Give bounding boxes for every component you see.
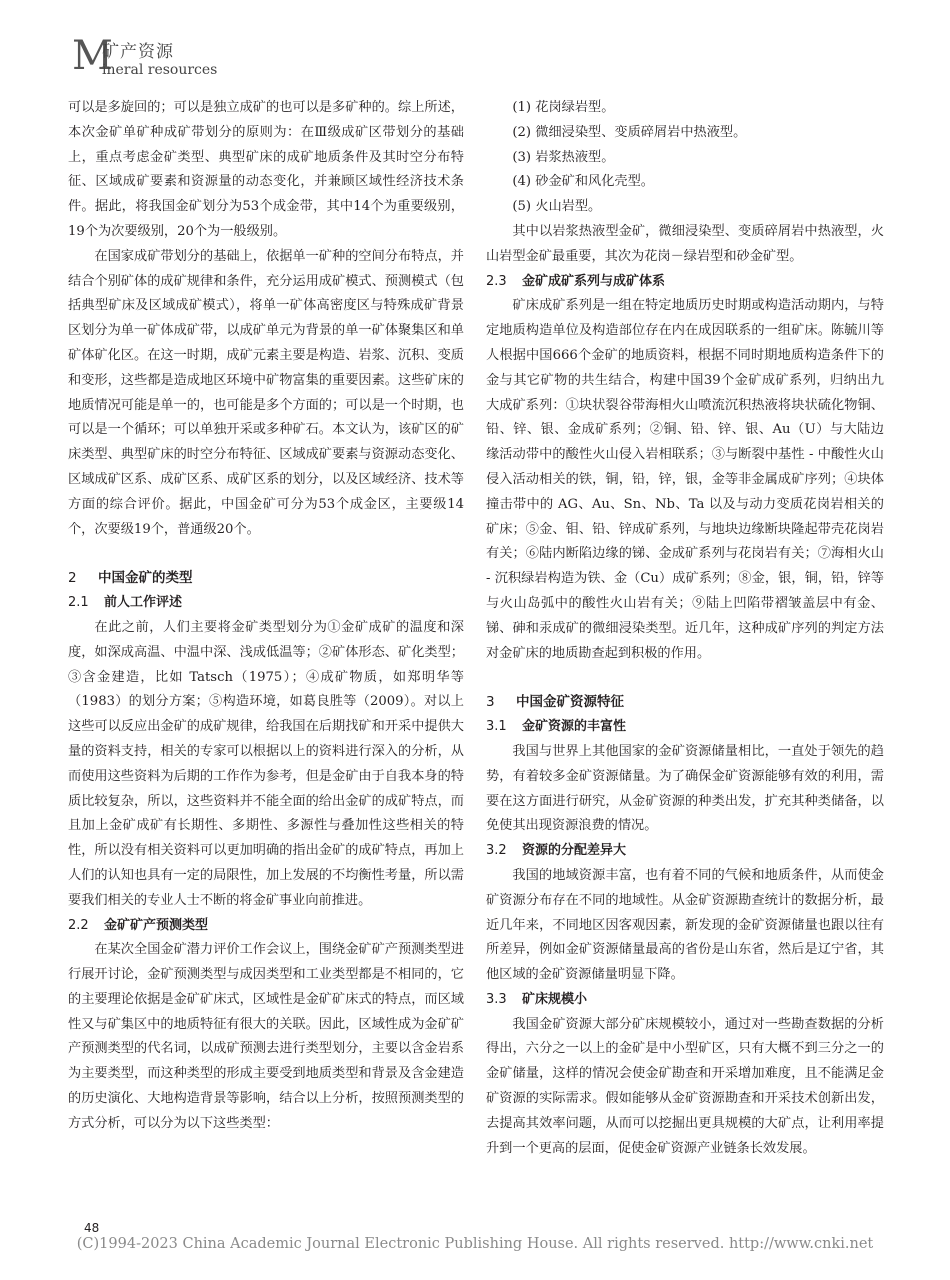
subsection-heading (486, 715, 884, 740)
section-heading (486, 690, 884, 715)
subsection-title: 资源的分配差异大 (522, 843, 627, 859)
journal-header (72, 33, 272, 80)
section-heading (68, 566, 464, 591)
list-item: (1) 花岗绿岩型。 (512, 100, 615, 115)
subsection-number: 2.3 (486, 273, 507, 289)
paragraph: 其中以岩浆热液型金矿，微细浸染型、变质碎屑岩中热液型，火山岩型金矿最重要，其次为花岗－绿岩型和砂金矿型。 (486, 223, 884, 264)
section-number: 2 (68, 570, 77, 587)
paragraph: 可以是多旋回的；可以是独立成矿的也可以是多矿种的。综上所述，本次金矿单矿种成矿带划分的原则为：在Ⅲ级成矿区带划分的基础上，重点考虑金矿类型、典型矿床的成矿地质条件及其时空分布特征、区域成矿要素和资源量的动态变化，并兼顾区域性经济技术条件。据此，将我国金矿划分为53个成金带，其中14个为重要级别，19个为次要级别，20个为一般级别。 (68, 100, 464, 239)
subsection-heading (486, 839, 884, 864)
subsection-heading (68, 591, 464, 616)
subsection-title: 矿床规模小 (522, 991, 588, 1007)
journal-title-en: ineral resources (102, 62, 218, 78)
subsection-number: 2.1 (68, 595, 89, 611)
section-title: 中国金矿资源特征 (516, 694, 624, 711)
subsection-heading (486, 270, 884, 295)
paragraph: 在国家成矿带划分的基础上，依据单一矿种的空间分布特点，并结合个别矿体的成矿规律和条件，充分运用成矿模式、预测模式（包括典型矿床及区域成矿模式），将单一矿体高密度区与特殊成矿背景区划分为单一矿体成矿带，以成矿单元为背景的单一矿体聚集区和单矿体矿化区。在这一时期，成矿元素主要是构造、岩浆、沉积、变质和变形，这些都是造成地区环境中矿物富集的重要因素。这些矿床的地质情况可能是单一的，也可能是多个方面的；可以是一个时期，也可以是一个循环；可以单独开采或多种矿石。本文认为，该矿区的矿床类型、典型矿床的时空分布特征、区域成矿要素与资源动态变化、区域成矿区系、成矿区系、成矿区系的划分，以及区域经济、技术等方面的综合评价。据此，中国金矿可分为53个成金区，主要级14个，次要级19个，普通级20个。 (68, 248, 464, 537)
subsection-number: 2.2 (68, 917, 89, 933)
copyright-footer: (C)1994-2023 China Academic Journal Electronic Publishing House. All rights reserved. http://www.cnki.net (76, 1236, 874, 1252)
subsection-title: 金矿资源的丰富性 (522, 719, 627, 735)
subsection-number: 3.1 (486, 719, 507, 735)
left-column (68, 96, 464, 1137)
subsection-number: 3.2 (486, 843, 507, 859)
subsection-title: 金矿矿产预测类型 (104, 917, 209, 933)
subsection-title: 前人工作评述 (104, 595, 183, 611)
paragraph: 我国金矿资源大部分矿床规模较小，通过对一些勘查数据的分析得出，六分之一以上的金矿是中小型矿区，只有大概不到三分之一的金矿储量，这样的情况会使金矿勘查和开采增加难度，且不能满足金矿资源的实际需求。假如能够从金矿资源勘查和开采技术创新出发，去提高其效率问题，从而可以挖掘出更具规模的大矿点，让利用率提升到一个更高的层面，促使金矿资源产业链条长效发展。 (486, 1016, 884, 1156)
journal-title-cn: 矿产资源 (102, 42, 174, 62)
subsection-heading (486, 988, 884, 1013)
paragraph: 我国的地域资源丰富，也有着不同的气候和地质条件，从而使金矿资源分布存在不同的地域性。从金矿资源勘查统计的数据分析，最近几年来，不同地区因客观因素，新发现的金矿资源储量也跟以往有所差异，例如金矿资源储量最高的省份是山东省，然后是辽宁省，其他区域的金矿资源储量明显下降。 (486, 867, 884, 983)
list-item: (3) 岩浆热液型。 (512, 149, 615, 165)
paragraph: 在某次全国金矿潜力评价工作会议上，围绕金矿矿产预测类型进行展开讨论，金矿预测类型与成因类型和工业类型都是不相同的，它的主要理论依据是金矿矿床式，区域性是金矿矿床式的特点，而区域性又与矿集区中的地质特征有很大的关联。因此，区域性成为金矿矿产预测类型的代名词，以成矿预测去进行类型划分，主要以含金岩系为主要类型，而这种类型的形成主要受到地质类型和背景及含金建造的历史演化、大地构造背景等影响，结合以上分析，按照预测类型的方式分析，可以分为以下这些类型： (68, 942, 464, 1131)
section-number: 3 (486, 694, 495, 711)
journal-logo-letter: M (72, 33, 113, 79)
paragraph: 我国与世界上其他国家的金矿资源储量相比，一直处于领先的趋势，有着较多金矿资源储量。为了确保金矿资源能够有效的利用，需要在这方面进行研究，从金矿资源的种类出发，扩充其种类储备，以免使其出现资源浪费的情况。 (486, 743, 884, 834)
list-item: (5) 火山岩型。 (512, 199, 602, 215)
subsection-number: 3.3 (486, 991, 507, 1007)
subsection-heading (68, 914, 464, 939)
subsection-title: 金矿成矿系列与成矿体系 (522, 273, 666, 289)
right-column (486, 96, 884, 1161)
list-item: (2) 微细浸染型、变质碎屑岩中热液型。 (512, 124, 747, 140)
paragraph: 在此之前，人们主要将金矿类型划分为①金矿成矿的温度和深度，如深成高温、中温中深、浅成低温等；②矿体形态、矿化类型；③含金建造，比如 Tatsch（1975）；④成矿物质，如郑明华等（1983）的划分方案；⑤构造环境，如葛良胜等（2009）。对以上这些可以反应出金矿的成矿规律，给我国在后期找矿和开采中提供大量的资料支持，相关的专家可以根据以上的资料进行深入的分析，从而使用这些资料为后期的工作作为参考，但是金矿由于自我本身的特质比较复杂，所以，这些资料并不能全面的给出金矿的成矿特点，而且加上金矿成矿有长期性、多期性、多源性与叠加性这些相关的特性，所以没有相关资料可以更加明确的指出金矿的成矿特点，再加上人们的认知也具有一定的局限性，加上发展的不均衡性考量，所以需要我们相关的专业人士不断的将金矿事业向前推进。 (68, 619, 464, 908)
page-number: 48 (84, 1221, 100, 1235)
list-item: (4) 砂金矿和风化壳型。 (512, 174, 654, 190)
section-title: 中国金矿的类型 (98, 570, 193, 587)
paragraph: 矿床成矿系列是一组在特定地质历史时期或构造活动期内，与特定地质构造单位及构造部位存在内在成因联系的一组矿床。陈毓川等人根据中国666个金矿的地质资料，根据不同时期地质构造条件下的金与其它矿物的共生结合，构建中国39个金矿成矿系列，归纳出九大成矿系列：①块状裂谷带海相火山喷流沉积热液将块状硫化物铜、铅、锌、银、金成矿系列；②铜、铅、锌、银、Au（U）与大陆边缘活动带中的酸性火山侵入岩相联系；③与断裂中基性 - 中酸性火山侵入活动相关的铁，铜，铅，锌，银，金等非金属成矿序列；④块体撞击带中的 AG、Au、Sn、Nb、Ta 以及与动力变质花岗岩相关的矿床；⑤金、钼、铅、锌成矿系列，与地块边缘断块隆起带壳花岗岩有关；⑥陆内断陷边缘的锑、金成矿系列与花岗岩有关；⑦海相火山 - 沉积绿岩构造为铁、金（Cu）成矿系列；⑧金，银，铜，铅，锌等与火山岛弧中的酸性火山岩有关；⑨陆上凹陷带褶皱盖层中有金、锑、砷和汞成矿的微细浸染类型。近几年，这种成矿序列的判定方法对金矿床的地质勘查起到积极的作用。 (486, 298, 884, 661)
